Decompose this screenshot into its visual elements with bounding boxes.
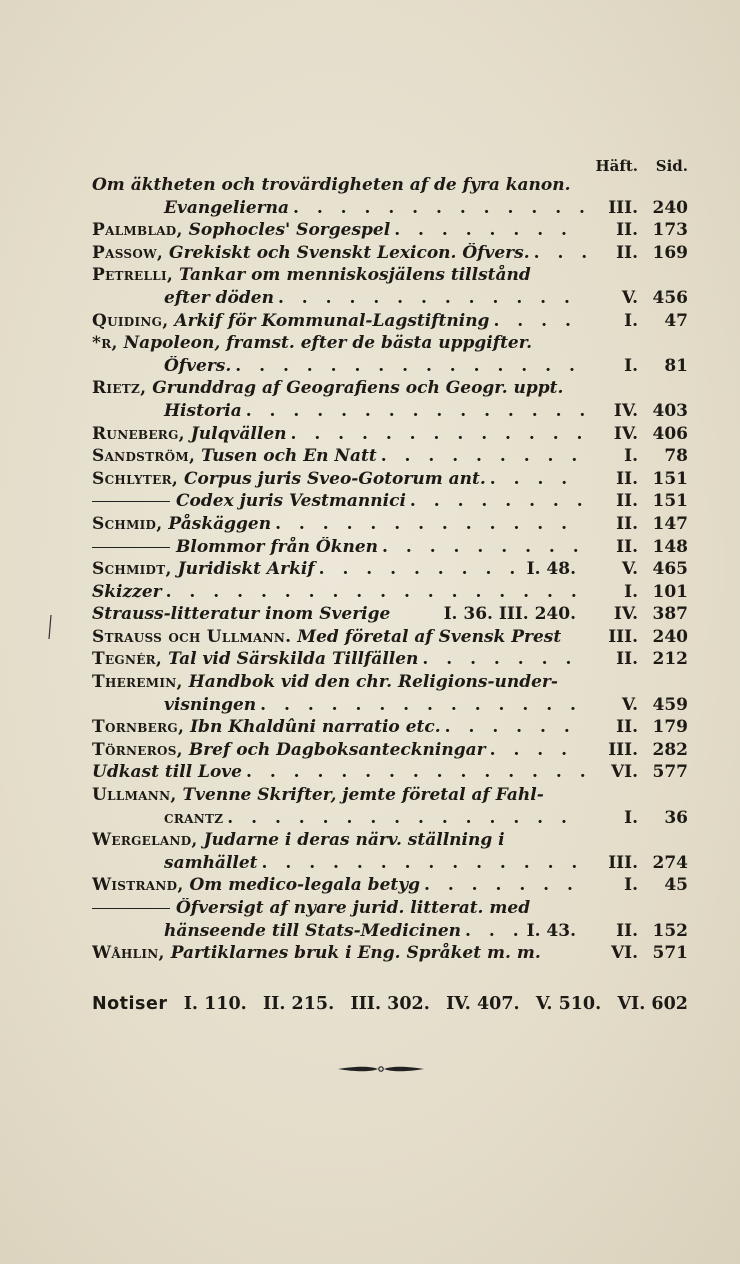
- entry-title: Corpus juris Sveo-Gotorum ant.: [184, 468, 486, 489]
- entry-page: 274: [652, 852, 688, 873]
- entry-volume: II.: [616, 220, 638, 241]
- ditto-dash: [92, 501, 170, 502]
- entry-continuation: efter döden: [164, 287, 274, 308]
- vol-column-header: Häft.: [595, 157, 638, 175]
- entry-text: [164, 401, 242, 421]
- index-entry: [92, 853, 688, 876]
- entry-text: [92, 446, 377, 466]
- index-entry: [92, 243, 688, 266]
- dot-leader: [258, 853, 586, 873]
- entry-volume: III.: [608, 197, 638, 218]
- entry-text: [92, 424, 287, 444]
- entry-volume: II.: [616, 242, 638, 263]
- entry-text: [164, 198, 289, 218]
- entry-extra-refs: I. 43.: [526, 920, 576, 941]
- entry-page: 571: [652, 943, 688, 964]
- entry-title: Juridiskt Arkif: [177, 559, 315, 580]
- dot-leader: [486, 469, 586, 489]
- entry-author: Törneros,: [92, 739, 183, 760]
- entry-author: Wistrand,: [92, 875, 184, 896]
- entry-page: 152: [652, 920, 688, 941]
- entry-author: Quiding,: [92, 310, 169, 331]
- entry-title: Grekiskt och Svenskt Lexicon. Öfvers.: [169, 242, 530, 263]
- index-entry: [92, 943, 688, 966]
- entry-volume: III.: [608, 852, 638, 873]
- index-entry: [92, 333, 688, 356]
- entry-title: Tal vid Särskilda Tillfällen: [168, 649, 419, 670]
- index-entry: [92, 424, 688, 447]
- dot-leader: [315, 559, 527, 579]
- entry-text: [92, 311, 489, 331]
- entry-volume: I.: [624, 355, 638, 376]
- entry-text: [92, 175, 571, 195]
- entry-author: Runeberg,: [92, 423, 185, 444]
- entry-text: [92, 649, 418, 669]
- entry-author: Wåhlin,: [92, 943, 165, 964]
- entry-text: [92, 672, 558, 692]
- entry-text: [92, 785, 544, 805]
- entry-volume: I.: [624, 446, 638, 467]
- index-entry: [92, 265, 688, 288]
- entry-volume: I.: [624, 875, 638, 896]
- index-entry: [92, 491, 688, 514]
- entry-volume: II.: [616, 468, 638, 489]
- entry-page: 45: [664, 875, 688, 896]
- notiser-label: Notiser: [92, 994, 168, 1014]
- entry-volume: II.: [616, 717, 638, 738]
- entry-continuation: crantz: [164, 807, 224, 828]
- dot-leader: [486, 740, 586, 760]
- entry-extra-refs: I. 36. III. 240.: [443, 604, 576, 625]
- entry-text: [164, 356, 231, 376]
- entry-text: [92, 717, 441, 737]
- dot-leader: [489, 311, 586, 331]
- entry-page: 151: [652, 491, 688, 512]
- entry-continuation: visningen: [164, 694, 257, 715]
- entry-author: Sandström,: [92, 446, 196, 467]
- dot-leader: [271, 514, 586, 534]
- entry-title: Bref och Dagboksanteckningar: [188, 739, 486, 760]
- entry-title: Grunddrag af Geografiens och Geogr. uppt.: [152, 378, 564, 399]
- entry-continuation: hänseende till Stats-Medicinen: [164, 920, 462, 941]
- entry-author: Schmid,: [92, 513, 163, 534]
- index-entry: [92, 921, 688, 944]
- entry-title: Blommor från Öknen: [176, 536, 379, 557]
- entry-author: Tornberg,: [92, 717, 185, 738]
- entry-title: Strauss-litteratur inom Sverige: [92, 604, 391, 625]
- entry-text: [92, 514, 271, 534]
- entry-title: Sophocles' Sorgespel: [188, 220, 391, 241]
- index-entry: [92, 808, 688, 831]
- entry-text: [92, 537, 378, 557]
- entry-title: Judarne i deras närv. ställning i: [203, 830, 505, 851]
- notiser-ref: V. 510.: [535, 994, 602, 1014]
- entry-continuation: samhället: [164, 852, 258, 873]
- entry-page: 577: [652, 762, 688, 783]
- entry-text: [92, 627, 561, 647]
- entry-page: 459: [652, 694, 688, 715]
- entry-volume: II.: [616, 920, 638, 941]
- entry-author: *r,: [92, 333, 118, 354]
- dot-leader: [461, 921, 527, 941]
- entry-author: Petrelli,: [92, 265, 174, 286]
- index-entry: [92, 469, 688, 492]
- index-entry: [92, 582, 688, 605]
- notiser-line: [92, 994, 688, 1014]
- entry-title: Handbok vid den chr. Religions-under-: [188, 672, 558, 693]
- dot-leader: [418, 649, 586, 669]
- entry-text: [92, 943, 541, 963]
- entry-volume: II.: [616, 513, 638, 534]
- entry-page: 465: [652, 559, 688, 580]
- index-entry: [92, 175, 688, 198]
- entry-text: [92, 559, 315, 579]
- index-entry: [92, 785, 688, 808]
- entry-page: 179: [652, 717, 688, 738]
- index-entry: [92, 378, 688, 401]
- index-entry: [92, 672, 688, 695]
- dot-leader: [242, 401, 586, 421]
- notiser-ref: II. 215.: [262, 994, 335, 1014]
- entry-volume: V.: [621, 694, 638, 715]
- entry-page: 151: [652, 468, 688, 489]
- entry-text: [92, 265, 531, 285]
- index-entry: [92, 446, 688, 469]
- entry-page: 282: [652, 739, 688, 760]
- index-entry: [92, 762, 688, 785]
- page-column-header: Sid.: [655, 157, 688, 175]
- entry-volume: III.: [608, 739, 638, 760]
- entry-text: [92, 875, 420, 895]
- index-entry: [92, 717, 688, 740]
- entry-author: Wergeland,: [92, 830, 198, 851]
- entry-volume: II.: [616, 536, 638, 557]
- entry-text: [92, 898, 530, 918]
- index-entry: [92, 875, 688, 898]
- entry-volume: VI.: [610, 943, 638, 964]
- entry-title: Codex juris Vestmannici: [176, 491, 406, 512]
- dot-leader: [223, 808, 586, 828]
- dot-leader: [231, 356, 586, 376]
- column-header: [92, 151, 688, 175]
- entry-text: [92, 582, 162, 602]
- entry-page: 81: [664, 355, 688, 376]
- entry-volume: II.: [616, 649, 638, 670]
- entry-text: [164, 695, 256, 715]
- entry-author: Passow,: [92, 242, 164, 263]
- entry-title: Om medico-legala betyg: [189, 875, 420, 896]
- dot-leader: [390, 220, 586, 240]
- dot-leader: [256, 695, 586, 715]
- entry-text: [92, 469, 486, 489]
- entry-page: 387: [652, 604, 688, 625]
- entry-author: Schmidt,: [92, 559, 172, 580]
- index-entry: [92, 514, 688, 537]
- entry-page: 47: [664, 310, 688, 331]
- ditto-dash: [92, 908, 170, 909]
- entry-page: 78: [664, 446, 688, 467]
- entry-author: Ullmann,: [92, 785, 177, 806]
- dot-leader: [406, 491, 586, 511]
- entry-title: Udkast till Love: [92, 762, 242, 783]
- index-entry: [92, 311, 688, 334]
- index-entry: [92, 649, 688, 672]
- end-ornament: [336, 1062, 426, 1076]
- entry-page: 240: [652, 197, 688, 218]
- entry-volume: IV.: [613, 604, 638, 625]
- dot-leader: [441, 717, 586, 737]
- entry-volume: III.: [608, 626, 638, 647]
- notiser-ref: IV. 407.: [446, 994, 520, 1014]
- entry-title: Partiklarnes bruk i Eng. Språket m. m.: [170, 943, 541, 964]
- entry-text: [92, 220, 390, 240]
- index-entry: [92, 220, 688, 243]
- entry-page: 173: [652, 220, 688, 241]
- entry-volume: V.: [621, 559, 638, 580]
- entry-author: Tegnér,: [92, 649, 163, 670]
- entry-volume: IV.: [613, 400, 638, 421]
- entry-continuation: Evangelierna: [164, 197, 289, 218]
- dot-leader: [377, 446, 586, 466]
- index-entry: [92, 740, 688, 763]
- dot-leader: [289, 198, 586, 218]
- entry-page: 147: [652, 513, 688, 534]
- entry-title: Påskäggen: [168, 513, 272, 534]
- dot-leader: [530, 243, 586, 263]
- entry-text: [92, 333, 532, 353]
- entry-page: 212: [652, 649, 688, 670]
- entry-text: [92, 378, 563, 398]
- index-entry: [92, 559, 688, 582]
- entry-page: 169: [652, 242, 688, 263]
- entry-text: [92, 740, 486, 760]
- entry-title: Med företal af Svensk Prest: [297, 626, 562, 647]
- entry-title: Skizzer: [92, 581, 162, 602]
- entry-author: Schlyter,: [92, 468, 179, 489]
- index-entry: [92, 288, 688, 311]
- dot-leader: [162, 582, 586, 602]
- ditto-dash: [92, 547, 170, 548]
- index-entry: [92, 604, 688, 627]
- entry-volume: I.: [624, 310, 638, 331]
- index-entry: [92, 695, 688, 718]
- entry-text: [92, 830, 505, 850]
- dot-leader: [378, 537, 586, 557]
- entry-text: [164, 921, 461, 941]
- index-list: [92, 151, 688, 966]
- entry-page: 148: [652, 536, 688, 557]
- entry-volume: I.: [624, 807, 638, 828]
- notiser-ref: III. 302.: [350, 994, 430, 1014]
- entry-volume: II.: [616, 491, 638, 512]
- index-entry: [92, 627, 688, 650]
- index-entry: [92, 356, 688, 379]
- entry-author: Rietz,: [92, 378, 147, 399]
- entry-page: 403: [652, 400, 688, 421]
- entry-text: [92, 762, 242, 782]
- entry-page: 101: [652, 581, 688, 602]
- entry-page: 406: [652, 423, 688, 444]
- entry-extra-refs: I. 48.: [526, 559, 576, 580]
- entry-title: Ibn Khaldûni narratio etc.: [190, 717, 441, 738]
- entry-title: Napoleon, framst. efter de bästa uppgifter.: [123, 333, 533, 354]
- dot-leader: [274, 288, 586, 308]
- entry-title: Tvenne Skrifter, jemte företal af Fahl-: [182, 785, 544, 806]
- entry-title: Tankar om menniskosjälens tillstånd: [179, 265, 531, 286]
- index-rows: [92, 175, 688, 966]
- entry-text: [92, 243, 530, 263]
- dot-leader: [287, 424, 587, 444]
- notiser-ref: VI. 602: [617, 994, 688, 1014]
- notiser-ref: I. 110.: [183, 994, 247, 1014]
- index-entry: [92, 898, 688, 921]
- entry-volume: IV.: [613, 423, 638, 444]
- entry-author: Palmblad,: [92, 220, 183, 241]
- dot-leader: [420, 875, 586, 895]
- entry-volume: I.: [624, 581, 638, 602]
- entry-volume: VI.: [610, 762, 638, 783]
- entry-author: Strauss och Ullmann.: [92, 626, 292, 647]
- index-entry: [92, 401, 688, 424]
- entry-continuation: Öfvers.: [164, 355, 232, 376]
- entry-text: [164, 853, 258, 873]
- entry-title: Tusen och En Natt: [201, 446, 377, 467]
- index-entry: [92, 537, 688, 560]
- entry-page: 456: [652, 287, 688, 308]
- dot-leader: [242, 762, 586, 782]
- entry-text: [164, 808, 223, 828]
- entry-text: [92, 491, 406, 511]
- entry-continuation: Historia: [164, 400, 242, 421]
- index-entry: [92, 830, 688, 853]
- entry-title: Öfversigt af nyare jurid. litterat. med: [176, 898, 531, 918]
- entry-volume: V.: [621, 287, 638, 308]
- entry-text: [164, 288, 274, 308]
- entry-title: Om äktheten och trovärdigheten af de fyra kanon.: [92, 175, 571, 195]
- entry-page: 240: [652, 626, 688, 647]
- entry-text: [92, 604, 390, 624]
- entry-title: Arkif för Kommunal-Lagstiftning: [174, 310, 490, 331]
- entry-page: 36: [664, 807, 688, 828]
- entry-title: Julqvällen: [190, 423, 287, 444]
- entry-author: Theremin,: [92, 672, 183, 693]
- margin-pencil-mark: [47, 614, 53, 640]
- index-entry: [92, 198, 688, 221]
